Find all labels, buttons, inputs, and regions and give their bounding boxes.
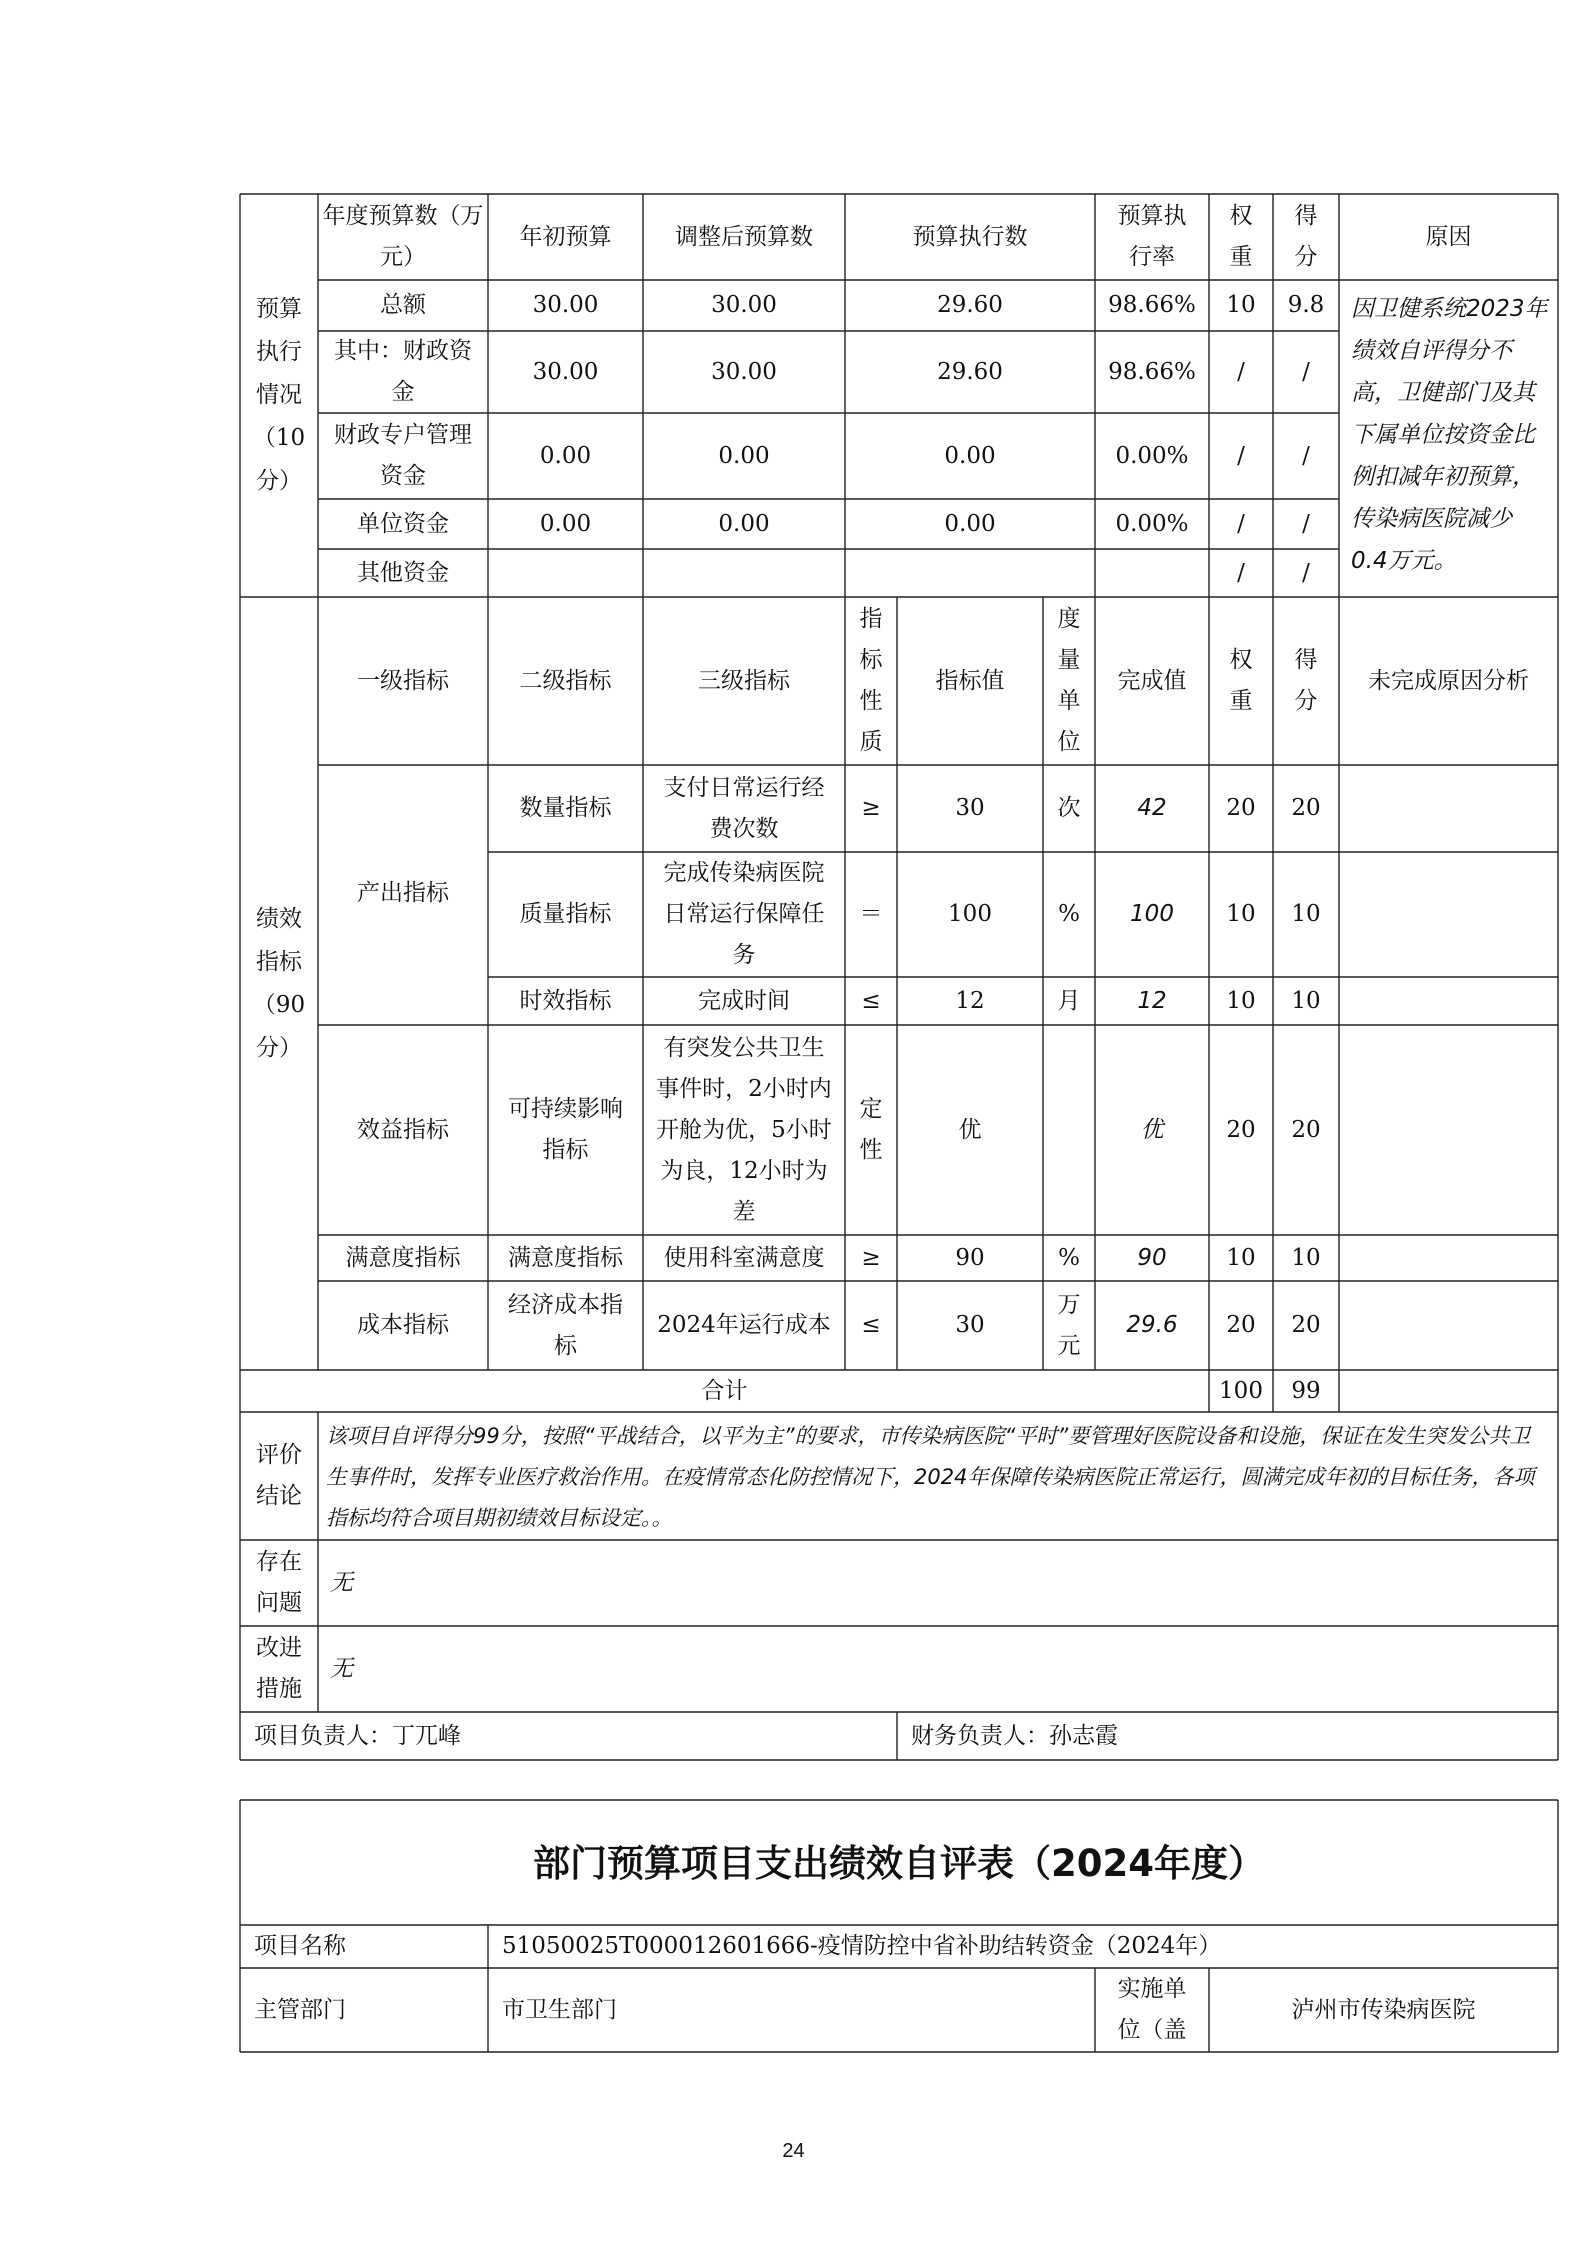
indicator-score: 10 [1291, 1244, 1321, 1271]
budget-row-adjusted: 0.00 [718, 442, 770, 469]
indicator-nature: ＝ [859, 901, 883, 927]
indicator-actual: 29.6 [1126, 1312, 1178, 1338]
budget-row-score: / [1302, 442, 1310, 469]
improvements-label: 改进措施 [256, 1635, 302, 1702]
indicator-level2: 数量指标 [519, 795, 612, 821]
indicator-target: 100 [948, 901, 992, 927]
header-adjusted-budget: 调整后预算数 [675, 223, 813, 250]
indicator-level3: 支付日常运行经费次数 [663, 774, 825, 842]
budget-row-executed: 0.00 [944, 442, 996, 469]
indicator-weight: 10 [1226, 901, 1256, 927]
budget-row-label: 其中：财政资金 [334, 338, 472, 405]
indicator-weight: 20 [1226, 1312, 1256, 1338]
indicator-nature: ≥ [861, 1244, 881, 1271]
indicator-nature: ≤ [861, 1312, 881, 1338]
header-unit: 度量单位 [1057, 606, 1081, 755]
project-name: 51050025T000012601666-疫情防控中省补助结转资金（2024年） [502, 1933, 1222, 1959]
budget-row-rate: 0.00% [1115, 442, 1189, 469]
budget-row-score: 9.8 [1287, 292, 1325, 318]
indicator-actual: 优 [1140, 1116, 1164, 1143]
header-execution-rate: 预算执行率 [1117, 203, 1187, 270]
indicator-score: 10 [1291, 901, 1321, 927]
performance-section-label: 绩效指标（90分） [252, 905, 306, 1061]
indicator-unit [1043, 1025, 1095, 1235]
indicator-level2: 质量指标 [519, 901, 612, 927]
header-level1: 一级指标 [357, 667, 449, 694]
indicator-target: 30 [955, 1312, 985, 1338]
budget-section-label: 预算执行情况（10分） [252, 296, 306, 494]
indicator-actual: 42 [1137, 795, 1167, 821]
header-executed-budget: 预算执行数 [912, 223, 1028, 250]
header-year-budget: 年度预算数（万元） [322, 203, 484, 270]
indicator-actual: 100 [1130, 901, 1174, 927]
budget-row-label: 单位资金 [357, 510, 449, 537]
budget-row-rate: 0.00% [1115, 510, 1189, 537]
budget-reason-text: 因卫健系统2023年绩效自评得分不高，卫健部门及其下属单位按资金比例扣减年初预算，传染病医院减少0.4万元。 [1351, 296, 1548, 574]
budget-row-score: / [1302, 559, 1310, 586]
indicator-nature: ≥ [861, 795, 881, 821]
budget-row-label: 其他资金 [357, 559, 449, 586]
budget-row-initial: 30.00 [532, 292, 599, 318]
header-actual: 完成值 [1117, 667, 1187, 694]
impl-label: 实施单位（盖 [1117, 1976, 1187, 2043]
indicator-level2: 时效指标 [519, 987, 612, 1014]
dept-label: 主管部门 [254, 1996, 346, 2023]
indicator-weight: 10 [1226, 987, 1256, 1014]
indicator-level3: 完成传染病医院日常运行保障任务 [663, 860, 825, 968]
budget-row-adjusted: 30.00 [711, 358, 777, 385]
indicator-level3: 有突发公共卫生事件时，2小时内开舱为优，5小时为良，12小时为差 [656, 1034, 832, 1225]
indicator-target: 30 [955, 795, 985, 821]
indicator-weight: 10 [1226, 1244, 1256, 1271]
budget-row-score: / [1302, 358, 1310, 385]
indicator-target: 90 [955, 1244, 985, 1271]
budget-row-score: / [1302, 510, 1310, 537]
indicator-actual: 12 [1137, 987, 1167, 1014]
indicator-actual: 90 [1137, 1244, 1167, 1271]
page-number: 24 [782, 2140, 805, 2162]
budget-row-adjusted: 30.00 [711, 292, 777, 318]
problems-text: 无 [330, 1569, 353, 1596]
indicator-weight: 20 [1226, 795, 1256, 821]
budget-row-initial: 0.00 [539, 442, 592, 469]
improvements-text: 无 [330, 1655, 353, 1682]
header-analysis: 未完成原因分析 [1368, 667, 1529, 694]
next-form-title: 部门预算项目支出绩效自评表（2024年度） [533, 1842, 1265, 1885]
indicator-unit: % [1058, 901, 1080, 927]
indicator-level2: 经济成本指标 [508, 1291, 623, 1359]
budget-row-rate: 98.66% [1108, 292, 1196, 318]
budget-row-executed: 29.60 [937, 292, 1003, 318]
indicator-level3: 使用科室满意度 [663, 1244, 825, 1271]
budget-row-label: 总额 [380, 292, 426, 318]
group-benefit: 效益指标 [357, 1116, 449, 1143]
impl-value: 泸州市传染病医院 [1291, 1996, 1476, 2023]
total-weight: 100 [1219, 1377, 1263, 1404]
total-score: 99 [1291, 1377, 1321, 1404]
indicator-level3: 完成时间 [698, 987, 790, 1014]
budget-row-label: 财政专户管理资金 [334, 422, 472, 489]
header-weight: 权重 [1229, 203, 1253, 270]
indicator-unit: 次 [1057, 795, 1081, 821]
budget-row-weight: / [1237, 358, 1245, 385]
budget-row-rate: 98.66% [1108, 358, 1196, 385]
budget-row-weight: / [1237, 442, 1245, 469]
problems-label: 存在问题 [256, 1549, 302, 1616]
indicator-weight: 20 [1226, 1116, 1256, 1143]
group-output: 产出指标 [357, 880, 449, 906]
indicator-level2: 可持续影响指标 [508, 1096, 623, 1163]
header-initial-budget: 年初预算 [519, 223, 612, 250]
budget-row-weight: 10 [1226, 292, 1256, 318]
budget-row-weight: / [1237, 510, 1245, 537]
finance-lead: 财务负责人：孙志霞 [911, 1722, 1118, 1749]
header-nature: 指标性质 [859, 606, 883, 755]
header-score: 得分 [1294, 203, 1318, 270]
indicator-nature: 定性 [859, 1096, 883, 1163]
budget-row-adjusted: 0.00 [718, 510, 770, 537]
project-lead: 项目负责人：丁兀峰 [254, 1722, 461, 1749]
header-level2: 二级指标 [519, 667, 612, 694]
budget-row-weight: / [1237, 559, 1245, 586]
budget-row-initial: 0.00 [539, 510, 592, 537]
header-level3: 三级指标 [698, 667, 790, 694]
dept-value: 市卫生部门 [502, 1996, 617, 2023]
header-perf-score: 得分 [1294, 647, 1318, 714]
indicator-nature: ≤ [861, 987, 881, 1014]
indicator-level2: 满意度指标 [508, 1244, 623, 1271]
indicator-score: 20 [1291, 795, 1321, 821]
indicator-level3: 2024年运行成本 [657, 1312, 831, 1338]
group-satisfaction: 满意度指标 [345, 1244, 461, 1271]
indicator-score: 20 [1291, 1116, 1321, 1143]
indicator-unit: % [1058, 1244, 1080, 1271]
header-perf-weight: 权重 [1229, 647, 1253, 714]
indicator-unit: 月 [1057, 987, 1081, 1014]
group-cost: 成本指标 [357, 1312, 449, 1338]
indicator-unit: 万元 [1057, 1291, 1081, 1359]
project-name-label: 项目名称 [254, 1933, 346, 1959]
indicator-score: 10 [1291, 987, 1321, 1014]
indicator-target: 12 [955, 987, 985, 1014]
evaluation-text: 该项目自评得分99分，按照“平战结合，以平为主”的要求，市传染病医院“平时”要管理好医院设备和设施，保证在发生突发公共卫生事件时，发挥专业医疗救治作用。在疫情常态化防控情况下，2024年保障传染病医院正常运行，圆满完成年初的目标任务，各项指标均符合项目期初绩效目标设定。。 [326, 1424, 1535, 1530]
indicator-target: 优 [958, 1116, 982, 1143]
total-label: 合计 [701, 1377, 748, 1404]
evaluation-label: 评价结论 [256, 1442, 302, 1509]
budget-row-executed: 29.60 [937, 358, 1003, 385]
header-target: 指标值 [935, 667, 1005, 694]
budget-row-initial: 30.00 [532, 358, 599, 385]
header-reason: 原因 [1425, 223, 1472, 250]
indicator-score: 20 [1291, 1312, 1321, 1338]
budget-row-executed: 0.00 [944, 510, 996, 537]
